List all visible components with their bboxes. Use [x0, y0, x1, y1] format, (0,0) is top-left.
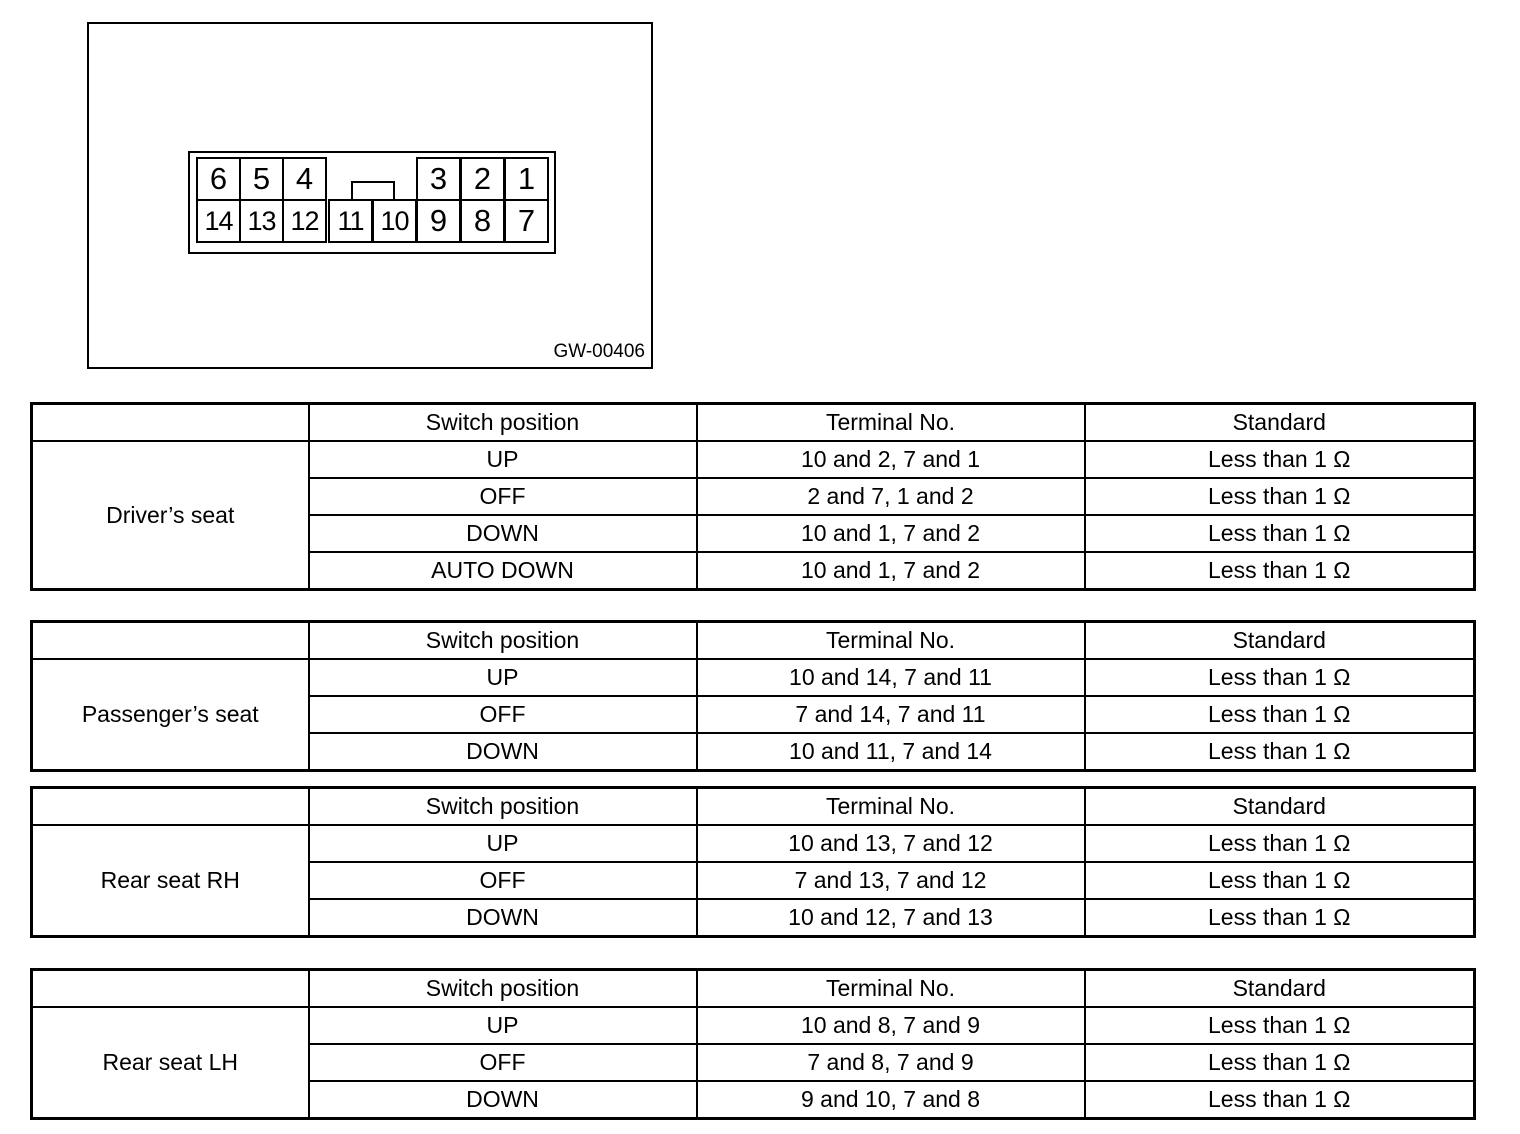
pin-terminal: 2	[460, 157, 505, 201]
connector-face	[188, 151, 556, 254]
switch-position-cell: UP	[309, 1007, 697, 1044]
pin-terminal: 10	[372, 199, 417, 243]
table-header-row	[32, 404, 1475, 442]
standard-cell: Less than 1 Ω	[1085, 696, 1475, 733]
standard-cell: Less than 1 Ω	[1085, 1044, 1475, 1081]
terminal-cell: 10 and 1, 7 and 2	[697, 515, 1085, 552]
standard-cell: Less than 1 Ω	[1085, 899, 1475, 937]
switch-position-cell: DOWN	[309, 899, 697, 937]
pin-terminal: 8	[460, 199, 505, 243]
table-header-row	[32, 622, 1475, 660]
spec-table-rear-seat-rh	[30, 786, 1476, 938]
standard-cell: Less than 1 Ω	[1085, 733, 1475, 771]
pin-terminal: 5	[239, 157, 284, 201]
switch-position-cell: OFF	[309, 862, 697, 899]
standard-cell: Less than 1 Ω	[1085, 659, 1475, 696]
pin-terminal: 9	[416, 199, 461, 243]
standard-cell: Less than 1 Ω	[1085, 862, 1475, 899]
pin-terminal: 4	[282, 157, 327, 201]
pin-terminal: 13	[239, 199, 284, 243]
pin-terminal: 11	[328, 199, 373, 243]
terminal-cell: 10 and 8, 7 and 9	[697, 1007, 1085, 1044]
switch-position-cell: DOWN	[309, 1081, 697, 1119]
table-row	[32, 659, 1475, 696]
pin-terminal: 3	[416, 157, 461, 201]
header-switch-position: Switch position	[309, 788, 697, 826]
figure-code: GW-00406	[553, 341, 645, 362]
pin-terminal: 6	[196, 157, 241, 201]
header-standard: Standard	[1085, 622, 1475, 660]
spec-table-rear-seat-lh	[30, 968, 1476, 1120]
terminal-cell: 7 and 8, 7 and 9	[697, 1044, 1085, 1081]
terminal-cell: 9 and 10, 7 and 8	[697, 1081, 1085, 1119]
table-header-row	[32, 970, 1475, 1008]
standard-cell: Less than 1 Ω	[1085, 1007, 1475, 1044]
header-terminal-no: Terminal No.	[697, 788, 1085, 826]
pin-terminal: 14	[196, 199, 241, 243]
connector-lock-tab	[351, 181, 395, 201]
pin-terminal: 1	[504, 157, 549, 201]
header-switch-position: Switch position	[309, 404, 697, 442]
spec-table-passengers-seat	[30, 620, 1476, 772]
table-row	[32, 825, 1475, 862]
terminal-cell: 10 and 1, 7 and 2	[697, 552, 1085, 590]
switch-position-cell: AUTO DOWN	[309, 552, 697, 590]
switch-position-cell: OFF	[309, 696, 697, 733]
terminal-cell: 10 and 12, 7 and 13	[697, 899, 1085, 937]
header-switch-position: Switch position	[309, 622, 697, 660]
switch-position-cell: UP	[309, 441, 697, 478]
header-blank-cell	[32, 404, 309, 442]
table-header-row	[32, 788, 1475, 826]
switch-position-cell: OFF	[309, 478, 697, 515]
seat-label: Rear seat RH	[32, 825, 309, 937]
terminal-cell: 7 and 13, 7 and 12	[697, 862, 1085, 899]
terminal-cell: 2 and 7, 1 and 2	[697, 478, 1085, 515]
header-standard: Standard	[1085, 404, 1475, 442]
spec-table-drivers-seat	[30, 402, 1476, 591]
header-standard: Standard	[1085, 970, 1475, 1008]
terminal-cell: 10 and 11, 7 and 14	[697, 733, 1085, 771]
switch-position-cell: DOWN	[309, 733, 697, 771]
header-standard: Standard	[1085, 788, 1475, 826]
header-terminal-no: Terminal No.	[697, 622, 1085, 660]
standard-cell: Less than 1 Ω	[1085, 825, 1475, 862]
terminal-cell: 10 and 14, 7 and 11	[697, 659, 1085, 696]
connector-figure	[87, 22, 653, 369]
header-terminal-no: Terminal No.	[697, 970, 1085, 1008]
terminal-cell: 10 and 2, 7 and 1	[697, 441, 1085, 478]
pin-terminal: 7	[504, 199, 549, 243]
header-blank-cell	[32, 970, 309, 1008]
standard-cell: Less than 1 Ω	[1085, 552, 1475, 590]
header-blank-cell	[32, 788, 309, 826]
seat-label: Passenger’s seat	[32, 659, 309, 771]
switch-position-cell: UP	[309, 825, 697, 862]
header-terminal-no: Terminal No.	[697, 404, 1085, 442]
switch-position-cell: OFF	[309, 1044, 697, 1081]
pin-terminal: 12	[282, 199, 327, 243]
switch-position-cell: UP	[309, 659, 697, 696]
header-switch-position: Switch position	[309, 970, 697, 1008]
seat-label: Driver’s seat	[32, 441, 309, 590]
standard-cell: Less than 1 Ω	[1085, 515, 1475, 552]
table-row	[32, 441, 1475, 478]
terminal-cell: 7 and 14, 7 and 11	[697, 696, 1085, 733]
standard-cell: Less than 1 Ω	[1085, 441, 1475, 478]
seat-label: Rear seat LH	[32, 1007, 309, 1119]
terminal-cell: 10 and 13, 7 and 12	[697, 825, 1085, 862]
table-row	[32, 1007, 1475, 1044]
switch-position-cell: DOWN	[309, 515, 697, 552]
standard-cell: Less than 1 Ω	[1085, 1081, 1475, 1119]
header-blank-cell	[32, 622, 309, 660]
standard-cell: Less than 1 Ω	[1085, 478, 1475, 515]
